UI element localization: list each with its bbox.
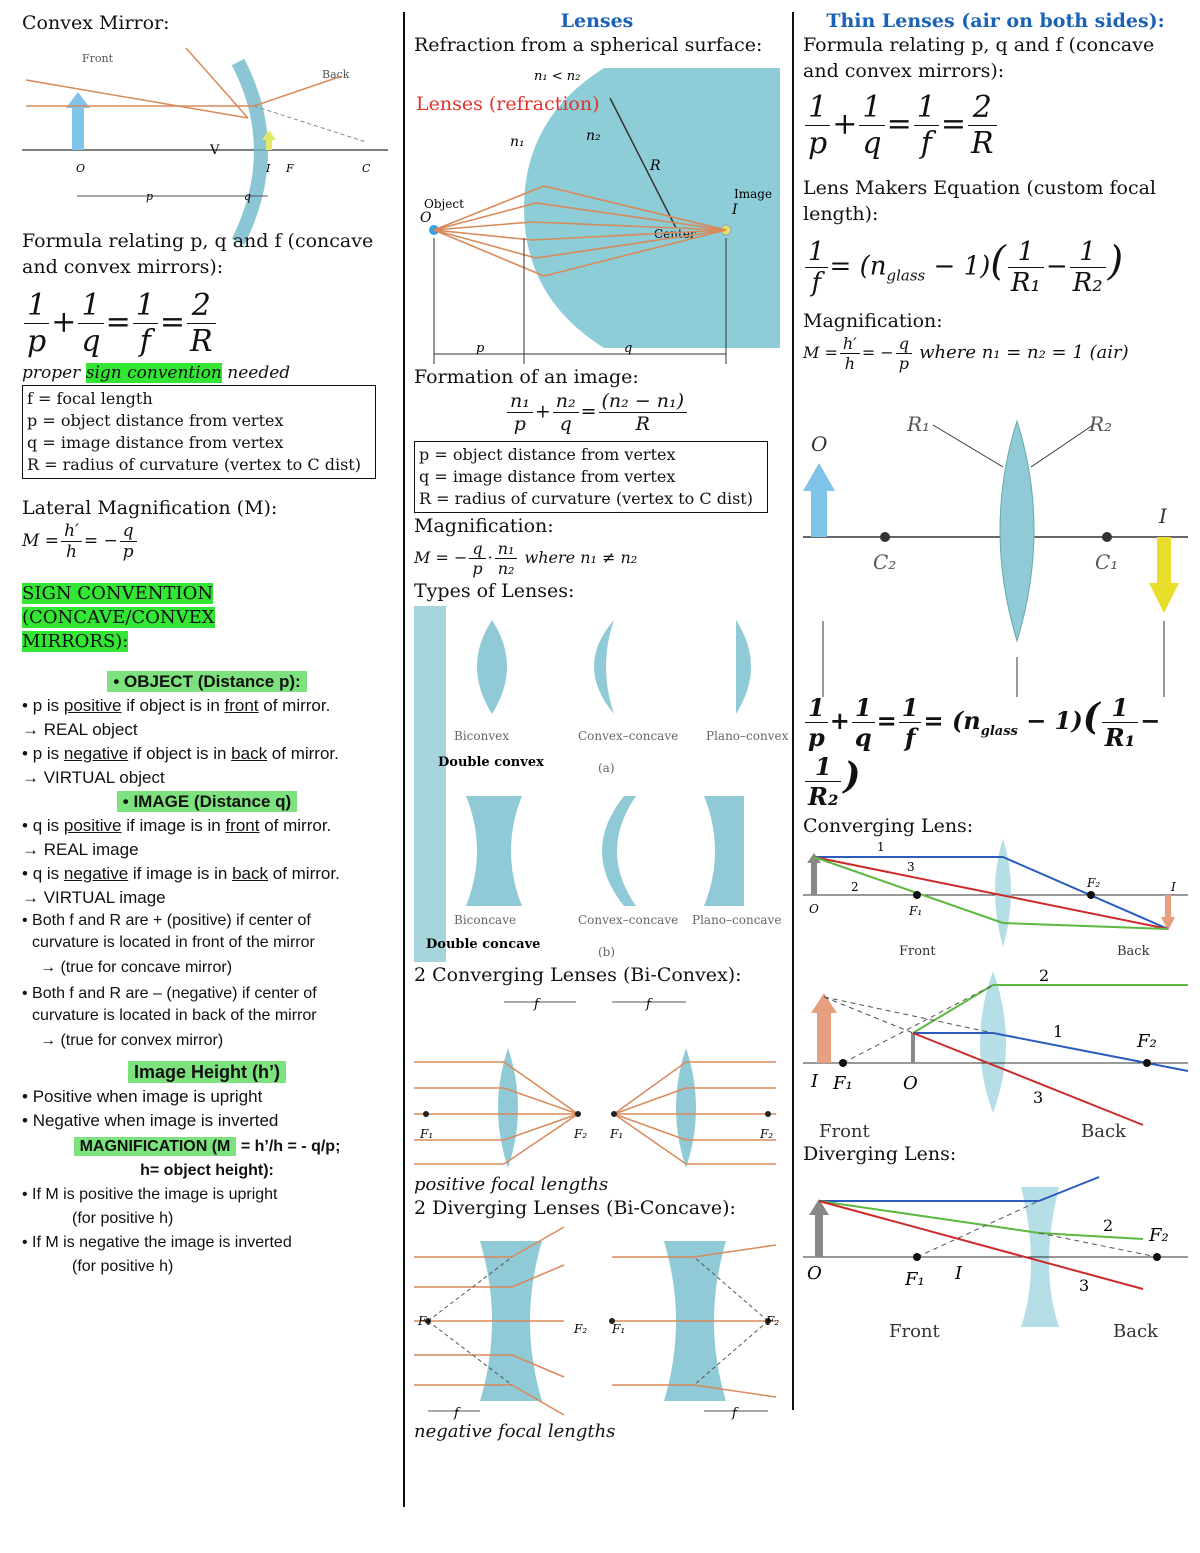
- object-rule-3: • p is negative if object is in back of mirror.: [22, 744, 339, 763]
- mirror-o-label: O: [76, 162, 86, 175]
- object-rule-4: → VIRTUAL object: [22, 768, 165, 787]
- svg-text:F₁: F₁: [610, 1127, 624, 1141]
- plano-convex-lens: [736, 620, 751, 714]
- svg-text:I: I: [811, 1071, 819, 1092]
- converging-lenses-heading: 2 Converging Lenses (Bi-Convex):: [414, 964, 742, 986]
- svg-text:1: 1: [877, 840, 885, 854]
- image-height-heading: Image Height (h’): [128, 1061, 286, 1083]
- formation-equation: $\frac{\text{n₁}}{p}$ + $\frac{\text{n₂}}{q}$ = $\frac{\text{(n₂ − n₁)}}{R}$: [414, 390, 780, 435]
- lens-definitions-box: p = object distance from vertex q = image distance from vertex R = radius of curvature (vertex to C dist): [414, 441, 768, 513]
- lens-magnification-heading: Magnification:: [414, 515, 554, 537]
- mirror-q-label: q: [244, 190, 252, 203]
- svg-text:Double convex: Double convex: [438, 755, 544, 770]
- svg-text:n₁: n₁: [510, 134, 525, 150]
- converging-lens-heading: Converging Lens:: [803, 815, 974, 837]
- diverging-lenses-diagram: [414, 1221, 780, 1421]
- svg-text:Convex–concave: Convex–concave: [578, 729, 679, 743]
- svg-text:I: I: [732, 202, 738, 218]
- object-rule-2: → REAL object: [22, 720, 138, 739]
- mirror-definitions-box: f = focal length p = object distance from vertex q = image distance from vertex R = radius of curvature (vertex to C dist): [22, 385, 376, 479]
- svg-text:Double concave: Double concave: [426, 937, 541, 952]
- svg-text:Biconcave: Biconcave: [454, 913, 517, 927]
- converging-lens-virtual-diagram: [803, 963, 1188, 1141]
- svg-text:I: I: [955, 1263, 963, 1284]
- positive-focal-note: positive focal lengths: [414, 1174, 609, 1195]
- thin-lens-diagram: [803, 391, 1188, 701]
- svg-text:O: O: [807, 1263, 822, 1284]
- image-rule-1: • q is positive if image is in front of mirror.: [22, 816, 332, 835]
- svg-text:Plano–concave: Plano–concave: [692, 913, 782, 927]
- lens-magnification-formula: M = − $\frac{q}{p}$ · $\frac{\text{n₁}}{\text{n₂}}$ where n₁ ≠ n₂: [414, 539, 638, 578]
- svg-text:Plano–convex: Plano–convex: [706, 729, 789, 743]
- svg-text:I: I: [1159, 504, 1167, 528]
- svg-text:Image: Image: [734, 187, 773, 201]
- svg-text:3: 3: [1033, 1088, 1044, 1107]
- refraction-diagram: [414, 58, 780, 364]
- object-rule-1: • p is positive if object is in front of mirror.: [22, 696, 331, 715]
- svg-text:I: I: [1171, 880, 1176, 894]
- svg-text:F₂: F₂: [1137, 1031, 1157, 1052]
- mirror-f-label: F: [286, 162, 294, 175]
- svg-text:F₂: F₂: [1087, 876, 1101, 890]
- svg-text:F₁: F₁: [612, 1322, 626, 1336]
- svg-text:Back: Back: [1081, 1121, 1126, 1142]
- image-rule-2: → REAL image: [22, 840, 139, 859]
- mirror-p-label: p: [146, 190, 154, 203]
- thin-lens-combined-equation: $\frac{1}{p}$ + $\frac{1}{q}$ = $\frac{1}{f}$ = $(n_{glass} - 1)$( $\frac{1}{\text{R₁}}$ − $\frac{1}{\text{R₂}}$ ): [803, 693, 1188, 811]
- svg-text:f: f: [534, 997, 539, 1012]
- plano-concave-lens: [704, 796, 744, 906]
- svg-text:O: O: [903, 1073, 918, 1094]
- svg-text:F₂: F₂: [574, 1127, 588, 1141]
- convex-concave-lens-2: [602, 796, 636, 906]
- converging-lens-ray-diagram: [803, 839, 1188, 959]
- svg-text:F₁: F₁: [418, 1314, 432, 1328]
- svg-text:3: 3: [1079, 1276, 1090, 1295]
- svg-text:f: f: [732, 1406, 737, 1421]
- lateral-magnification-formula: M = $\frac{h'}{h}$ = − $\frac{q}{p}$: [22, 521, 392, 562]
- svg-text:1: 1: [1053, 1022, 1064, 1041]
- svg-text:R: R: [650, 158, 661, 174]
- biconcave-lens: [466, 796, 522, 906]
- svg-text:n₂: n₂: [586, 128, 601, 144]
- svg-text:F₂: F₂: [766, 1314, 780, 1328]
- lens-makers-heading: Lens Makers Equation (custom focal length):: [803, 177, 1157, 225]
- svg-text:3: 3: [907, 860, 915, 874]
- mirror-back-label: Back: [322, 68, 350, 81]
- column-divider-left: [403, 12, 405, 1507]
- column-thin-lenses: [803, 10, 1188, 1343]
- svg-text:F₁: F₁: [420, 1127, 434, 1141]
- svg-text:Center: Center: [654, 227, 696, 241]
- image-rule-4: → VIRTUAL image: [22, 888, 166, 907]
- svg-text:Biconvex: Biconvex: [454, 729, 509, 743]
- svg-text:(a): (a): [598, 761, 615, 775]
- formation-heading: Formation of an image:: [414, 366, 639, 388]
- svg-text:f: f: [454, 1406, 459, 1421]
- svg-text:Front: Front: [889, 1321, 940, 1342]
- svg-text:F₁: F₁: [909, 904, 923, 918]
- mirror-i-label: I: [266, 162, 271, 175]
- svg-text:Back: Back: [1113, 1321, 1158, 1342]
- svg-text:R₂: R₂: [1089, 412, 1113, 436]
- svg-text:2: 2: [851, 880, 859, 894]
- focal-sign-rules: • Both f and R are + (positive) if center of curvature is located in front of the mirror → (true for concave mirror) • Both f and R are – (negative) if center of curvature is located in back of the mirror → (true for convex mirror): [22, 912, 317, 1049]
- index-condition: n₁ < n₂: [534, 69, 581, 84]
- svg-text:O: O: [420, 210, 432, 226]
- object-arrow: [72, 104, 84, 150]
- svg-text:O: O: [811, 432, 828, 456]
- mirror-formula-heading: Formula relating p, q and f (concave and convex mirrors):: [22, 230, 374, 278]
- svg-text:O: O: [809, 902, 819, 916]
- svg-text:F₂: F₂: [1149, 1225, 1169, 1246]
- column-divider-right: [792, 12, 794, 1410]
- svg-text:F₁: F₁: [905, 1269, 925, 1290]
- svg-text:p: p: [476, 341, 485, 356]
- convex-mirror-diagram: [22, 42, 390, 222]
- svg-text:Back: Back: [1117, 944, 1150, 959]
- object-section: [22, 670, 392, 910]
- svg-text:Convex–concave: Convex–concave: [578, 913, 679, 927]
- diverging-lens-ray-diagram: [803, 1167, 1188, 1343]
- sign-convention-note: proper sign convention needed: [22, 363, 291, 383]
- lateral-magnification-heading: Lateral Magnification (M):: [22, 497, 278, 519]
- svg-text:f: f: [646, 997, 651, 1012]
- object-heading: • OBJECT (Distance p):: [107, 671, 306, 692]
- svg-text:C₁: C₁: [1095, 550, 1119, 574]
- svg-text:Object: Object: [424, 197, 464, 211]
- lens-makers-equation: $\frac{1}{f}$ = $(n_{glass} - 1)$( $\frac{1}{\text{R₁}}$ − $\frac{1}{\text{R₂}}$ ): [803, 237, 1188, 298]
- svg-text:F₂: F₂: [574, 1322, 588, 1336]
- mirror-front-label: Front: [82, 52, 114, 65]
- thin-magnification-heading: Magnification:: [803, 310, 943, 332]
- sign-convention-title: SIGN CONVENTION (CONCAVE/CONVEX MIRRORS):: [22, 583, 215, 652]
- thin-magnification-formula: M = $\frac{h'}{h}$ = − $\frac{q}{p}$ where n₁ = n₂ = 1 (air): [803, 334, 1129, 373]
- svg-text:2: 2: [1039, 966, 1050, 985]
- svg-text:Front: Front: [899, 944, 936, 959]
- thin-formula-heading: Formula relating p, q and f (concave and convex mirrors):: [803, 34, 1155, 82]
- converging-lenses-diagram: [414, 988, 776, 1174]
- svg-text:(b): (b): [598, 945, 616, 959]
- convex-mirror-title: Convex Mirror:: [22, 12, 170, 34]
- refraction-heading: Refraction from a spherical surface:: [414, 34, 763, 56]
- image-height-section: Image Height (h’) • Positive when image is upright • Negative when image is inverted MAGNIFICATION (M = h’/h = - q/p; h= object height): • If M is positive the image is upright (for positive h) • If M is negative the image is inverted (for positive h): [22, 1060, 392, 1279]
- diverging-lenses-heading: 2 Diverging Lenses (Bi-Concave):: [414, 1197, 736, 1219]
- svg-text:Front: Front: [819, 1121, 870, 1142]
- diverging-lens-heading: Diverging Lens:: [803, 1143, 957, 1165]
- svg-text:F₁: F₁: [833, 1073, 853, 1094]
- image-rule-3: • q is negative if image is in back of mirror.: [22, 864, 340, 883]
- lens-types-diagram: [414, 606, 789, 962]
- svg-text:R₁: R₁: [907, 412, 931, 436]
- magnification-rule-heading: MAGNIFICATION (M = h’/h = - q/p;: [22, 1135, 392, 1159]
- types-heading: Types of Lenses:: [414, 580, 575, 602]
- column-lenses: [414, 10, 789, 1442]
- thin-lenses-title: Thin Lenses (air on both sides):: [826, 10, 1165, 32]
- convex-concave-lens: [594, 620, 614, 714]
- lenses-refraction-label: Lenses (refraction): [416, 93, 600, 115]
- svg-text:F₂: F₂: [760, 1127, 774, 1141]
- image-heading: • IMAGE (Distance q): [117, 791, 297, 812]
- biconvex-lens: [477, 620, 507, 714]
- svg-text:q: q: [624, 341, 633, 356]
- svg-text:C₂: C₂: [873, 550, 897, 574]
- thin-lens-equation: $\frac{1}{p}$ + $\frac{1}{q}$ = $\frac{1}{f}$ = $\frac{2}{R}$: [803, 90, 1188, 161]
- svg-text:2: 2: [1103, 1216, 1114, 1235]
- lenses-title: Lenses: [560, 10, 634, 32]
- column-mirrors: [22, 10, 392, 1279]
- negative-focal-note: negative focal lengths: [414, 1421, 616, 1442]
- mirror-equation: $\frac{1}{p}$ + $\frac{1}{q}$ = $\frac{1}{f}$ = $\frac{2}{R}$: [22, 288, 392, 359]
- mirror-v-label: V: [210, 143, 220, 158]
- mirror-c-label: C: [362, 162, 371, 175]
